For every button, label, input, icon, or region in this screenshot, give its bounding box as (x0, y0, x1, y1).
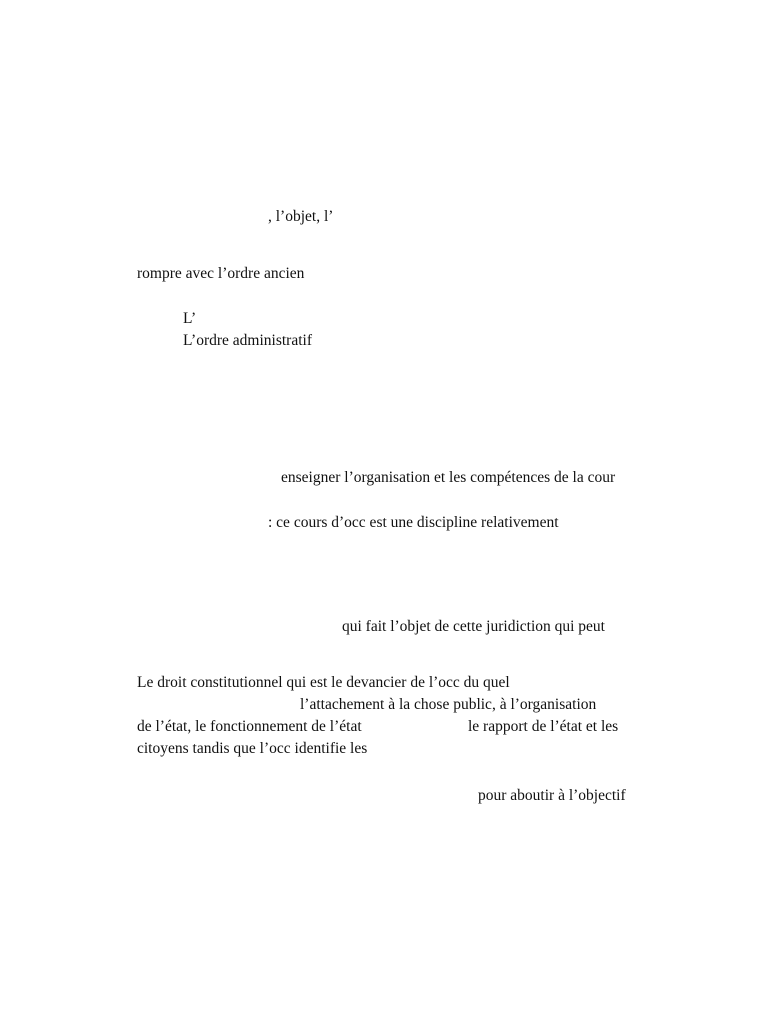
text-line-enseigner: enseigner l’organisation et les compétences de la cour (281, 469, 616, 486)
text-line-l: L’ (183, 310, 197, 327)
text-line-object: , l’objet, l’ (268, 208, 334, 225)
text-line-discipline: : ce cours d’occ est une discipline relativement (268, 514, 559, 531)
text-line-attachement: l’attachement à la chose public, à l’organisation (300, 696, 597, 713)
text-line-citoyens: citoyens tandis que l’occ identifie les (137, 740, 368, 757)
text-line-ordre-administratif: L’ordre administratif (183, 332, 312, 349)
text-line-objectif: pour aboutir à l’objectif (478, 787, 626, 804)
text-line-rapport: le rapport de l’état et les (468, 718, 619, 735)
text-line-fonctionnement: de l’état, le fonctionnement de l’état (137, 718, 362, 735)
text-line-droit-constitutionnel: Le droit constitutionnel qui est le devancier de l’occ du quel (137, 674, 510, 691)
text-line-juridiction: qui fait l’objet de cette juridiction qui peut (342, 618, 605, 635)
text-line-rupture: rompre avec l’ordre ancien (137, 265, 305, 282)
